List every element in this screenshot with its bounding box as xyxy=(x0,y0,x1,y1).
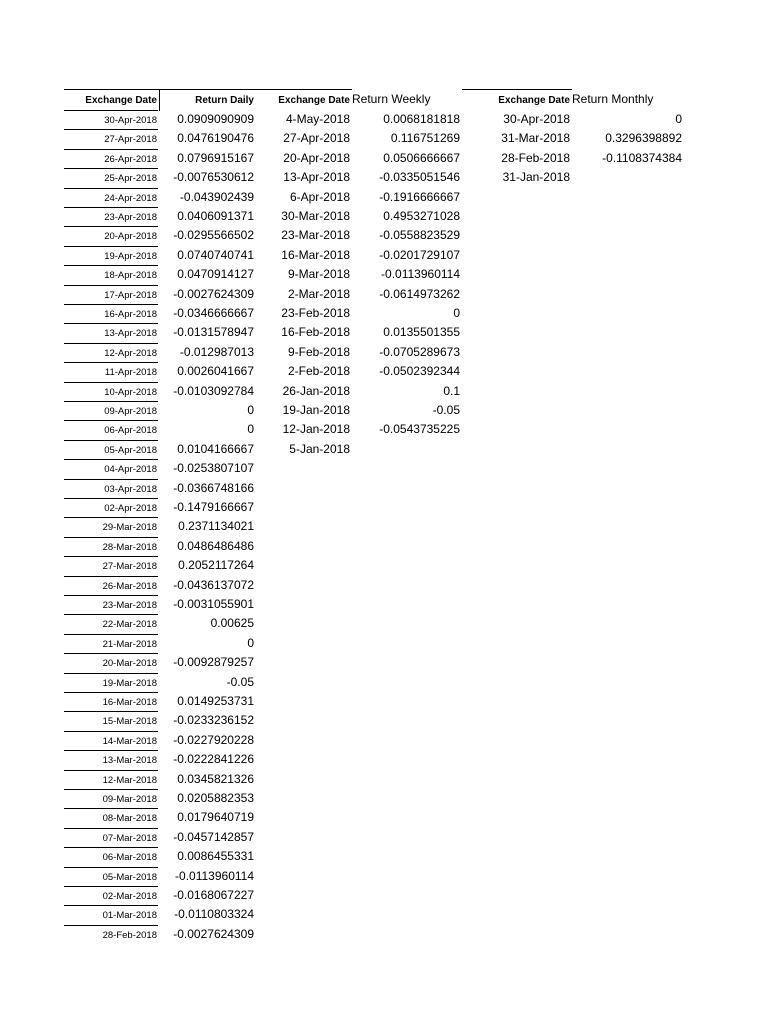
daily-row-border xyxy=(64,323,158,324)
daily-row-border xyxy=(64,498,158,499)
daily-row-border xyxy=(64,129,158,130)
daily-return-cell: 0.0104166667 xyxy=(177,441,254,456)
daily-date-cell: 01-Mar-2018 xyxy=(102,910,157,922)
daily-row-border xyxy=(64,537,158,538)
daily-return-cell: 0.0086455331 xyxy=(177,849,254,864)
daily-date-cell: 20-Apr-2018 xyxy=(104,231,157,243)
weekly-return-cell: 0.116751269 xyxy=(390,131,460,146)
weekly-return-cell: 0.1 xyxy=(443,383,460,398)
daily-return-cell: 0.0470914127 xyxy=(177,267,254,282)
weekly-date-cell: 5-Jan-2018 xyxy=(289,441,350,456)
daily-row-border xyxy=(64,246,158,247)
daily-return-cell: 0.2371134021 xyxy=(178,519,254,534)
daily-row-border xyxy=(64,168,158,169)
daily-return-cell: 0 xyxy=(247,422,254,437)
monthly-return-cell: -0.1108374384 xyxy=(602,150,682,165)
daily-date-cell: 12-Mar-2018 xyxy=(102,774,157,786)
daily-date-cell: 27-Mar-2018 xyxy=(102,561,157,573)
daily-row-border xyxy=(64,808,158,809)
daily-date-cell: 13-Mar-2018 xyxy=(102,755,157,767)
daily-return-cell: -0.0027624309 xyxy=(173,286,254,301)
daily-row-border xyxy=(64,614,158,615)
daily-return-cell: 0.2052117264 xyxy=(178,558,254,573)
daily-return-cell: -0.05 xyxy=(226,674,254,689)
header-weekly-return: Return Weekly xyxy=(352,92,431,106)
daily-date-cell: 05-Apr-2018 xyxy=(104,444,157,456)
daily-row-border xyxy=(64,770,158,771)
daily-return-cell: 0.0486486486 xyxy=(177,538,254,553)
daily-date-cell: 12-Apr-2018 xyxy=(104,347,157,359)
daily-return-cell: -0.0110803324 xyxy=(174,907,254,922)
daily-date-cell: 19-Mar-2018 xyxy=(102,677,157,689)
daily-date-cell: 06-Mar-2018 xyxy=(102,852,157,864)
daily-return-cell: 0.0179640719 xyxy=(177,810,254,825)
monthly-date-cell: 31-Mar-2018 xyxy=(501,131,570,146)
daily-row-border xyxy=(64,905,158,906)
weekly-date-cell: 27-Apr-2018 xyxy=(283,131,350,146)
daily-date-cell: 29-Mar-2018 xyxy=(102,522,157,534)
weekly-date-cell: 2-Mar-2018 xyxy=(287,286,350,301)
weekly-date-cell: 16-Mar-2018 xyxy=(281,247,350,262)
daily-row-border xyxy=(64,479,158,480)
daily-date-cell: 02-Mar-2018 xyxy=(102,891,157,902)
monthly-return-cell: 0 xyxy=(675,112,682,126)
weekly-date-cell: 19-Jan-2018 xyxy=(282,403,350,417)
monthly-return-cell: 0.3296398892 xyxy=(605,131,682,146)
daily-row-border xyxy=(64,692,158,693)
daily-row-border xyxy=(64,226,158,227)
daily-return-cell: -0.0168067227 xyxy=(173,888,254,902)
weekly-return-cell: -0.1916666667 xyxy=(379,189,460,204)
weekly-date-cell: 2-Feb-2018 xyxy=(287,364,350,379)
daily-row-border xyxy=(64,789,158,790)
daily-return-cell: -0.0131578947 xyxy=(173,325,254,340)
daily-return-cell: -0.0113960114 xyxy=(175,868,254,883)
weekly-date-cell: 16-Feb-2018 xyxy=(281,325,350,340)
daily-return-cell: -0.0366748166 xyxy=(173,480,254,495)
daily-return-cell: -0.0253807107 xyxy=(173,461,254,476)
daily-return-cell: -0.0227920228 xyxy=(173,732,254,747)
daily-row-border xyxy=(64,556,158,557)
daily-date-cell: 09-Apr-2018 xyxy=(104,406,157,417)
daily-return-cell: 0 xyxy=(247,635,254,650)
daily-row-border xyxy=(64,731,158,732)
header-daily-date: Exchange Date xyxy=(85,95,157,106)
daily-return-cell: -0.0457142857 xyxy=(173,829,254,844)
daily-row-border xyxy=(64,382,158,383)
daily-date-cell: 21-Mar-2018 xyxy=(102,638,157,650)
monthly-date-cell: 31-Jan-2018 xyxy=(502,170,570,185)
header-weekly-date: Exchange Date xyxy=(278,95,350,106)
daily-row-border xyxy=(64,711,158,712)
daily-return-cell: 0.0406091371 xyxy=(177,209,254,223)
daily-date-cell: 28-Feb-2018 xyxy=(102,929,157,941)
weekly-return-cell: -0.0502392344 xyxy=(379,364,460,379)
daily-row-border xyxy=(64,517,158,518)
daily-date-cell: 10-Apr-2018 xyxy=(104,386,157,398)
daily-row-border xyxy=(64,653,158,654)
daily-row-border xyxy=(64,304,158,305)
monthly-date-cell: 28-Feb-2018 xyxy=(501,150,570,165)
daily-row-border xyxy=(64,265,158,266)
daily-row-border xyxy=(64,188,158,189)
weekly-return-cell: -0.0113960114 xyxy=(381,267,460,282)
daily-date-cell: 05-Mar-2018 xyxy=(102,871,157,883)
monthly-date-cell: 30-Apr-2018 xyxy=(503,112,570,126)
daily-return-cell: -0.0222841226 xyxy=(173,752,254,767)
weekly-date-cell: 30-Mar-2018 xyxy=(281,209,350,223)
daily-date-cell: 07-Mar-2018 xyxy=(102,832,157,844)
daily-date-cell: 18-Apr-2018 xyxy=(104,270,157,282)
daily-return-cell: 0 xyxy=(247,403,254,417)
daily-return-cell: -0.043902439 xyxy=(179,189,254,204)
daily-return-cell: -0.0295566502 xyxy=(173,228,254,243)
daily-return-cell: 0.0205882353 xyxy=(177,791,254,805)
daily-date-cell: 24-Apr-2018 xyxy=(104,192,157,204)
daily-return-cell: -0.012987013 xyxy=(179,344,254,359)
daily-date-cell: 26-Apr-2018 xyxy=(104,153,157,165)
daily-row-border xyxy=(64,576,158,577)
daily-return-cell: -0.0436137072 xyxy=(173,577,254,592)
daily-date-cell: 08-Mar-2018 xyxy=(102,813,157,825)
daily-return-cell: -0.0076530612 xyxy=(173,170,254,185)
daily-date-cell: 30-Apr-2018 xyxy=(104,115,157,126)
weekly-date-cell: 6-Apr-2018 xyxy=(289,189,350,204)
weekly-return-cell: -0.0543735225 xyxy=(379,422,460,437)
daily-date-cell: 27-Apr-2018 xyxy=(104,134,157,146)
daily-date-cell: 11-Apr-2018 xyxy=(104,367,157,379)
weekly-return-cell: 0.4953271028 xyxy=(383,209,460,223)
daily-row-border xyxy=(64,440,158,441)
daily-date-cell: 19-Apr-2018 xyxy=(104,250,157,262)
daily-date-cell: 20-Mar-2018 xyxy=(102,658,157,670)
daily-row-border xyxy=(64,673,158,674)
daily-date-cell: 02-Apr-2018 xyxy=(104,503,157,514)
header-monthly-date: Exchange Date xyxy=(498,95,570,106)
weekly-return-cell: 0.0068181818 xyxy=(383,112,460,126)
weekly-date-cell: 9-Mar-2018 xyxy=(287,267,350,282)
daily-return-cell: -0.1479166667 xyxy=(173,500,254,514)
weekly-return-cell: -0.05 xyxy=(432,403,460,417)
daily-return-cell: -0.0233236152 xyxy=(173,713,254,728)
daily-date-cell: 17-Apr-2018 xyxy=(104,289,157,301)
weekly-return-cell: -0.0614973262 xyxy=(379,286,460,301)
daily-row-border xyxy=(64,847,158,848)
daily-row-border xyxy=(64,207,158,208)
daily-row-border xyxy=(64,634,158,635)
daily-return-cell: -0.0031055901 xyxy=(173,597,254,611)
daily-date-cell: 23-Apr-2018 xyxy=(104,212,157,223)
daily-date-cell: 14-Mar-2018 xyxy=(102,735,157,747)
weekly-return-cell: 0 xyxy=(453,306,460,320)
daily-date-cell: 03-Apr-2018 xyxy=(104,483,157,495)
weekly-return-cell: -0.0335051546 xyxy=(379,170,460,185)
header-top-border-monthly xyxy=(462,89,572,90)
daily-return-cell: -0.0027624309 xyxy=(173,926,254,941)
daily-return-cell: 0.0149253731 xyxy=(177,694,254,708)
daily-return-cell: 0.0740740741 xyxy=(177,247,254,262)
daily-date-cell: 28-Mar-2018 xyxy=(102,541,157,553)
daily-row-border xyxy=(64,595,158,596)
daily-row-border xyxy=(64,828,158,829)
daily-row-border xyxy=(64,343,158,344)
daily-row-border xyxy=(64,867,158,868)
daily-date-cell: 26-Mar-2018 xyxy=(102,580,157,592)
daily-row-border xyxy=(64,925,158,926)
daily-row-border xyxy=(64,149,158,150)
daily-date-cell: 25-Apr-2018 xyxy=(104,173,157,185)
daily-return-cell: 0.0345821326 xyxy=(177,771,254,786)
daily-row-border xyxy=(64,750,158,751)
weekly-date-cell: 23-Mar-2018 xyxy=(281,228,350,243)
weekly-date-cell: 4-May-2018 xyxy=(285,112,350,126)
daily-date-cell: 13-Apr-2018 xyxy=(104,328,157,340)
daily-return-cell: -0.0103092784 xyxy=(173,383,254,398)
daily-row-border xyxy=(64,459,158,460)
weekly-date-cell: 26-Jan-2018 xyxy=(282,383,350,398)
daily-date-cell: 04-Apr-2018 xyxy=(104,464,157,476)
weekly-date-cell: 23-Feb-2018 xyxy=(281,306,350,320)
daily-date-cell: 15-Mar-2018 xyxy=(102,716,157,728)
daily-date-cell: 22-Mar-2018 xyxy=(102,619,157,631)
daily-row-border xyxy=(64,362,158,363)
daily-return-cell: 0.0026041667 xyxy=(177,364,254,379)
daily-date-cell: 16-Mar-2018 xyxy=(102,697,157,708)
weekly-return-cell: -0.0558823529 xyxy=(379,228,460,243)
daily-return-cell: -0.0346666667 xyxy=(173,306,254,320)
header-daily-return: Return Daily xyxy=(195,95,254,106)
weekly-date-cell: 12-Jan-2018 xyxy=(282,422,350,437)
daily-date-cell: 16-Apr-2018 xyxy=(104,309,157,320)
header-monthly-return: Return Monthly xyxy=(572,92,654,106)
weekly-date-cell: 9-Feb-2018 xyxy=(287,344,350,359)
header-top-border-daily xyxy=(64,89,352,90)
daily-date-cell: 23-Mar-2018 xyxy=(102,600,157,611)
weekly-return-cell: 0.0506666667 xyxy=(383,150,460,165)
daily-return-cell: 0.00625 xyxy=(210,616,254,631)
weekly-date-cell: 20-Apr-2018 xyxy=(283,150,350,165)
daily-return-cell: -0.0092879257 xyxy=(173,655,254,670)
daily-row-border xyxy=(64,420,158,421)
weekly-return-cell: -0.0201729107 xyxy=(379,247,460,262)
daily-row-border xyxy=(64,110,158,111)
daily-date-cell: 09-Mar-2018 xyxy=(102,794,157,805)
weekly-return-cell: -0.0705289673 xyxy=(379,344,460,359)
daily-return-cell: 0.0476190476 xyxy=(177,131,254,146)
daily-return-cell: 0.0909090909 xyxy=(177,112,254,126)
daily-row-border xyxy=(64,401,158,402)
daily-return-cell: 0.0796915167 xyxy=(177,150,254,165)
weekly-date-cell: 13-Apr-2018 xyxy=(283,170,350,185)
daily-row-border xyxy=(64,886,158,887)
daily-row-border xyxy=(64,285,158,286)
weekly-return-cell: 0.0135501355 xyxy=(383,325,460,340)
daily-date-cell: 06-Apr-2018 xyxy=(104,425,157,437)
